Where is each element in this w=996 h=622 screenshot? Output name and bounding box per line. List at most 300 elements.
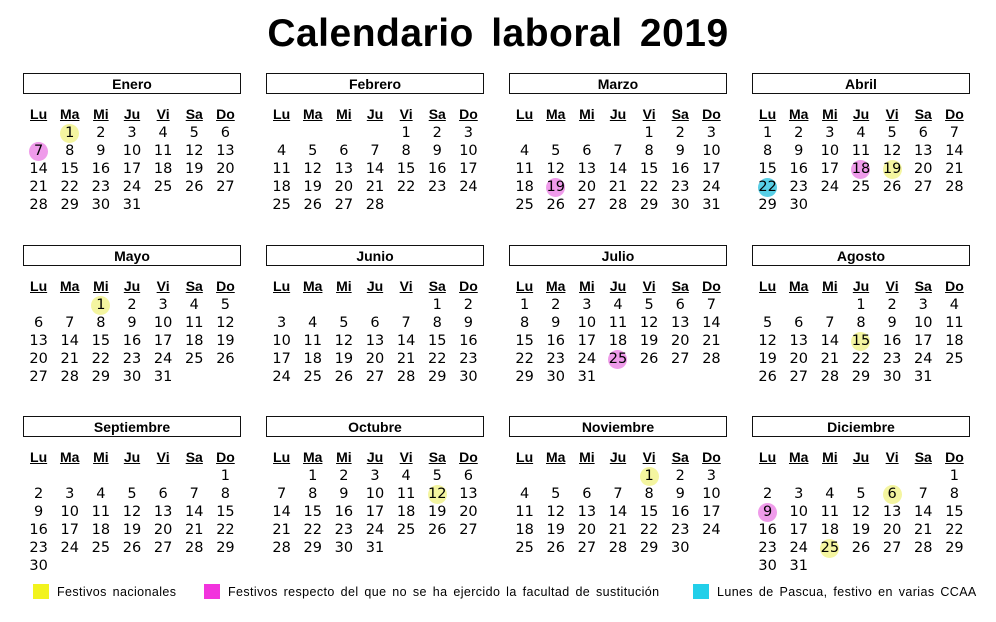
day-cell: 17 (820, 161, 840, 177)
day-cell: 15 (396, 161, 416, 177)
day-cell: 7 (825, 315, 835, 331)
month-diciembre (752, 416, 970, 575)
day-cell: 12 (758, 333, 777, 349)
day-cell: 17 (914, 333, 933, 349)
weekday-label: Mi (93, 278, 109, 294)
day-cell: 14 (185, 504, 204, 520)
day-cell: 4 (519, 486, 530, 502)
days-grid (266, 296, 484, 386)
month-header: Septiembre (23, 416, 241, 437)
weekday-label: Do (945, 106, 964, 122)
day-cell: 13 (577, 504, 597, 520)
day-cell: 29 (428, 369, 447, 385)
day-cell: 22 (515, 351, 534, 367)
day-cell-national-holiday: 1 (54, 124, 85, 142)
month-header: Marzo (509, 73, 727, 94)
day-cell: 19 (428, 504, 447, 520)
day-cell: 25 (272, 197, 291, 213)
day-cell: 28 (185, 540, 204, 556)
day-cell: 28 (608, 540, 628, 556)
day-cell: 17 (60, 522, 79, 538)
empty-cell (877, 467, 908, 485)
day-cell: 27 (153, 540, 173, 556)
day-cell: 6 (220, 125, 231, 141)
empty-cell (509, 124, 540, 142)
day-cell: 5 (432, 468, 442, 484)
day-cell: 3 (918, 297, 928, 313)
day-cell: 2 (794, 125, 804, 141)
weekday-label: Vi (642, 449, 656, 465)
day-cell: 4 (401, 468, 411, 484)
empty-cell (148, 467, 179, 485)
empty-cell (571, 124, 602, 142)
weekday-label: Mi (822, 106, 838, 122)
day-cell: 10 (789, 504, 808, 520)
day-cell: 13 (459, 486, 478, 502)
days-grid (752, 467, 970, 575)
day-cell: 14 (914, 504, 933, 520)
day-cell: 23 (459, 351, 478, 367)
day-cell: 15 (639, 161, 659, 177)
day-cell-national-holiday: 19 (877, 160, 908, 178)
weekday-label: Sa (914, 106, 932, 122)
day-cell: 29 (303, 540, 322, 556)
empty-cell (602, 124, 633, 142)
weekday-label: Sa (671, 106, 689, 122)
day-cell-easter-monday: 22 (752, 178, 783, 196)
day-cell: 2 (127, 297, 137, 313)
empty-cell (509, 467, 540, 485)
day-cell: 6 (582, 143, 592, 159)
day-cell: 10 (820, 143, 840, 159)
day-cell: 28 (914, 540, 933, 556)
day-cell: 3 (582, 297, 592, 313)
days-grid (509, 296, 727, 386)
day-cell: 25 (303, 369, 322, 385)
day-cell: 21 (914, 522, 933, 538)
weekday-label: Lu (516, 278, 534, 294)
weekday-row (266, 447, 484, 467)
day-cell: 10 (702, 143, 721, 159)
day-cell: 8 (432, 315, 442, 331)
day-cell: 4 (519, 143, 530, 159)
day-cell: 3 (463, 125, 474, 141)
day-cell: 18 (272, 179, 291, 195)
day-cell: 21 (945, 161, 964, 177)
day-cell: 10 (122, 143, 142, 159)
month-febrero (266, 73, 484, 214)
day-cell: 11 (185, 315, 204, 331)
day-cell: 26 (546, 197, 565, 213)
day-cell: 4 (949, 297, 960, 313)
day-cell: 14 (396, 333, 416, 349)
day-cell: 7 (189, 486, 199, 502)
weekday-label: Ju (366, 278, 384, 294)
day-cell: 23 (789, 179, 808, 195)
weekday-label: Sa (914, 449, 932, 465)
day-cell: 6 (582, 486, 592, 502)
day-cell: 13 (789, 333, 808, 349)
day-cell: 7 (276, 486, 287, 502)
day-cell: 25 (851, 179, 871, 195)
day-cell: 29 (515, 369, 534, 385)
day-cell: 31 (365, 540, 385, 556)
day-cell: 11 (945, 315, 964, 331)
day-cell-regional-holiday: 25 (602, 350, 633, 368)
day-cell: 23 (122, 351, 142, 367)
day-cell: 15 (639, 504, 659, 520)
day-cell: 15 (60, 161, 79, 177)
day-cell: 27 (577, 197, 597, 213)
weekday-label: Mi (93, 449, 109, 465)
weekday-label: Ma (545, 449, 566, 465)
day-cell: 30 (546, 369, 565, 385)
empty-cell (266, 467, 297, 485)
day-cell: 9 (339, 486, 349, 502)
day-cell: 11 (515, 161, 534, 177)
day-cell: 8 (644, 486, 654, 502)
day-cell: 24 (789, 540, 808, 556)
day-cell: 11 (91, 504, 111, 520)
day-cell: 3 (158, 297, 168, 313)
weekday-label: Sa (428, 278, 446, 294)
weekday-label: Vi (885, 278, 899, 294)
day-cell: 17 (272, 351, 291, 367)
day-cell: 24 (153, 351, 173, 367)
empty-cell (602, 467, 633, 485)
day-cell-regional-holiday: 19 (540, 178, 571, 196)
day-cell: 24 (820, 179, 840, 195)
empty-cell (752, 296, 783, 314)
weekday-label: Ju (123, 449, 141, 465)
day-cell: 27 (671, 351, 690, 367)
day-cell: 16 (546, 333, 565, 349)
day-cell: 8 (220, 486, 231, 502)
day-cell: 24 (365, 522, 385, 538)
day-cell: 10 (272, 333, 291, 349)
weekday-label: Do (216, 449, 235, 465)
weekday-row (752, 447, 970, 467)
day-cell: 18 (303, 351, 322, 367)
day-cell: 24 (60, 540, 79, 556)
day-cell: 22 (303, 522, 322, 538)
day-cell: 11 (851, 143, 871, 159)
day-cell: 2 (675, 468, 685, 484)
day-cell: 8 (308, 486, 318, 502)
day-cell: 24 (272, 369, 291, 385)
day-cell: 21 (29, 179, 48, 195)
day-cell: 28 (29, 197, 48, 213)
day-cell: 21 (702, 333, 721, 349)
day-cell: 10 (459, 143, 478, 159)
day-cell: 1 (401, 125, 411, 141)
day-cell: 23 (546, 351, 565, 367)
day-cell: 9 (96, 143, 106, 159)
day-cell: 17 (122, 161, 142, 177)
day-cell: 12 (303, 161, 322, 177)
weekday-label: Lu (759, 449, 777, 465)
month-header: Agosto (752, 245, 970, 266)
day-cell: 14 (365, 161, 385, 177)
month-mayo (23, 245, 241, 386)
empty-cell (814, 467, 845, 485)
day-cell: 3 (794, 486, 804, 502)
day-cell: 14 (608, 504, 628, 520)
day-cell-national-holiday: 12 (422, 485, 453, 503)
day-cell: 16 (671, 504, 690, 520)
day-cell: 13 (914, 143, 933, 159)
weekday-label: Mi (579, 106, 595, 122)
weekday-row (266, 276, 484, 296)
day-cell: 29 (639, 540, 659, 556)
day-cell: 23 (91, 179, 111, 195)
day-cell: 1 (762, 125, 773, 141)
day-cell: 8 (644, 143, 654, 159)
empty-cell (908, 467, 939, 485)
day-cell-regional-holiday: 18 (845, 160, 876, 178)
day-cell: 27 (882, 540, 902, 556)
day-cell: 25 (515, 540, 534, 556)
weekday-label: Vi (156, 106, 170, 122)
day-cell: 14 (608, 161, 628, 177)
days-grid (266, 124, 484, 214)
weekday-label: Do (216, 106, 235, 122)
legend-regional-label: Festivos respecto del que no se ha ejercido la facultad de sustitución (228, 584, 660, 599)
weekday-label: Lu (516, 106, 534, 122)
day-cell: 28 (272, 540, 291, 556)
day-cell: 26 (185, 179, 204, 195)
weekday-label: Lu (759, 106, 777, 122)
weekday-label: Mi (93, 106, 109, 122)
day-cell: 7 (613, 143, 623, 159)
day-cell: 20 (577, 522, 597, 538)
day-cell: 13 (334, 161, 354, 177)
day-cell: 16 (758, 522, 777, 538)
day-cell: 29 (216, 540, 235, 556)
day-cell: 26 (303, 197, 322, 213)
weekday-label: Do (702, 449, 721, 465)
day-cell: 14 (29, 161, 48, 177)
weekday-label: Sa (671, 449, 689, 465)
day-cell: 11 (153, 143, 173, 159)
day-cell: 20 (153, 522, 173, 538)
day-cell: 9 (463, 315, 474, 331)
day-cell: 13 (216, 143, 235, 159)
weekday-label: Vi (156, 278, 170, 294)
empty-cell (23, 467, 54, 485)
day-cell: 10 (914, 315, 933, 331)
day-cell: 12 (216, 315, 235, 331)
day-cell: 31 (914, 369, 933, 385)
day-cell: 2 (432, 125, 442, 141)
day-cell: 21 (396, 351, 416, 367)
national-swatch (33, 584, 49, 599)
empty-cell (297, 124, 328, 142)
day-cell: 21 (820, 351, 840, 367)
empty-cell (23, 124, 54, 142)
day-cell: 8 (856, 315, 866, 331)
day-cell: 16 (91, 161, 111, 177)
day-cell: 28 (945, 179, 964, 195)
weekday-label: Do (945, 449, 964, 465)
weekday-label: Do (459, 278, 478, 294)
weekday-label: Vi (642, 106, 656, 122)
day-cell: 30 (882, 369, 902, 385)
day-cell: 2 (33, 486, 44, 502)
day-cell: 31 (153, 369, 173, 385)
day-cell-national-holiday: 1 (85, 296, 116, 314)
day-cell: 19 (216, 333, 235, 349)
weekday-label: Mi (822, 278, 838, 294)
weekday-label: Do (459, 449, 478, 465)
day-cell: 26 (851, 540, 871, 556)
day-cell: 25 (945, 351, 964, 367)
day-cell: 4 (189, 297, 199, 313)
day-cell: 9 (33, 504, 44, 520)
weekday-label: Ju (609, 278, 627, 294)
day-cell: 23 (671, 179, 690, 195)
day-cell: 24 (702, 522, 721, 538)
day-cell: 3 (706, 468, 717, 484)
day-cell: 18 (515, 522, 534, 538)
legend-national-label: Festivos nacionales (57, 584, 177, 599)
day-cell: 2 (339, 468, 349, 484)
day-cell: 14 (820, 333, 840, 349)
day-cell: 1 (519, 297, 530, 313)
weekday-label: Lu (273, 278, 291, 294)
month-julio (509, 245, 727, 386)
day-cell: 1 (949, 468, 960, 484)
weekday-label: Ju (123, 106, 141, 122)
day-cell: 20 (789, 351, 808, 367)
weekday-label: Ma (545, 106, 566, 122)
weekday-row (752, 104, 970, 124)
weekday-label: Ju (852, 106, 870, 122)
day-cell: 21 (608, 522, 628, 538)
day-cell: 11 (608, 315, 628, 331)
weekday-row (509, 447, 727, 467)
day-cell: 1 (856, 297, 866, 313)
day-cell: 26 (639, 351, 659, 367)
month-header: Diciembre (752, 416, 970, 437)
day-cell: 28 (702, 351, 721, 367)
day-cell-regional-holiday: 9 (752, 503, 783, 521)
day-cell: 5 (339, 315, 349, 331)
day-cell: 24 (122, 179, 142, 195)
day-cell: 23 (758, 540, 777, 556)
month-septiembre (23, 416, 241, 575)
day-cell: 15 (428, 333, 447, 349)
day-cell: 1 (644, 125, 654, 141)
days-grid (23, 296, 241, 386)
day-cell: 14 (702, 315, 721, 331)
day-cell: 16 (882, 333, 902, 349)
day-cell: 10 (60, 504, 79, 520)
days-grid (23, 467, 241, 575)
day-cell: 29 (851, 369, 871, 385)
day-cell: 25 (515, 197, 534, 213)
month-agosto (752, 245, 970, 386)
empty-cell (571, 467, 602, 485)
weekday-label: Lu (516, 449, 534, 465)
weekday-label: Ma (59, 106, 80, 122)
day-cell: 4 (276, 143, 287, 159)
day-cell: 23 (671, 522, 690, 538)
day-cell: 28 (820, 369, 840, 385)
day-cell: 17 (702, 161, 721, 177)
day-cell: 10 (365, 486, 385, 502)
day-cell: 13 (29, 333, 48, 349)
day-cell: 19 (303, 179, 322, 195)
day-cell: 16 (459, 333, 478, 349)
weekday-label: Do (945, 278, 964, 294)
weekday-label: Ma (302, 449, 323, 465)
weekday-label: Vi (156, 449, 170, 465)
weekday-label: Vi (642, 278, 656, 294)
day-cell: 22 (428, 351, 447, 367)
empty-cell (54, 467, 85, 485)
day-cell: 5 (308, 143, 318, 159)
day-cell: 7 (613, 486, 623, 502)
day-cell: 26 (758, 369, 777, 385)
day-cell: 5 (127, 486, 137, 502)
weekday-label: Lu (273, 106, 291, 122)
day-cell: 12 (851, 504, 871, 520)
weekday-label: Mi (336, 449, 352, 465)
weekday-label: Mi (579, 278, 595, 294)
weekday-row (509, 104, 727, 124)
weekday-label: Ju (852, 278, 870, 294)
day-cell: 27 (365, 369, 385, 385)
month-header: Mayo (23, 245, 241, 266)
day-cell: 7 (370, 143, 380, 159)
day-cell: 7 (401, 315, 411, 331)
days-grid (23, 124, 241, 214)
day-cell: 10 (153, 315, 173, 331)
weekday-label: Vi (399, 449, 413, 465)
day-cell: 5 (551, 143, 561, 159)
weekday-label: Ma (302, 278, 323, 294)
day-cell: 22 (60, 179, 79, 195)
day-cell: 8 (96, 315, 106, 331)
day-cell: 16 (122, 333, 142, 349)
day-cell: 5 (856, 486, 866, 502)
weekday-row (266, 104, 484, 124)
day-cell: 21 (608, 179, 628, 195)
day-cell: 2 (463, 297, 474, 313)
day-cell: 4 (856, 125, 866, 141)
day-cell: 11 (272, 161, 291, 177)
day-cell: 25 (91, 540, 111, 556)
day-cell: 24 (459, 179, 478, 195)
day-cell: 9 (127, 315, 137, 331)
day-cell: 30 (29, 558, 48, 574)
day-cell: 9 (551, 315, 561, 331)
day-cell: 18 (91, 522, 111, 538)
weekday-label: Ju (366, 449, 384, 465)
empty-cell (23, 296, 54, 314)
day-cell: 11 (396, 486, 416, 502)
day-cell: 5 (220, 297, 231, 313)
day-cell: 13 (153, 504, 173, 520)
month-enero (23, 73, 241, 214)
day-cell: 7 (949, 125, 960, 141)
day-cell: 8 (949, 486, 960, 502)
weekday-row (23, 276, 241, 296)
day-cell: 13 (882, 504, 902, 520)
empty-cell (540, 467, 571, 485)
day-cell: 16 (789, 161, 808, 177)
